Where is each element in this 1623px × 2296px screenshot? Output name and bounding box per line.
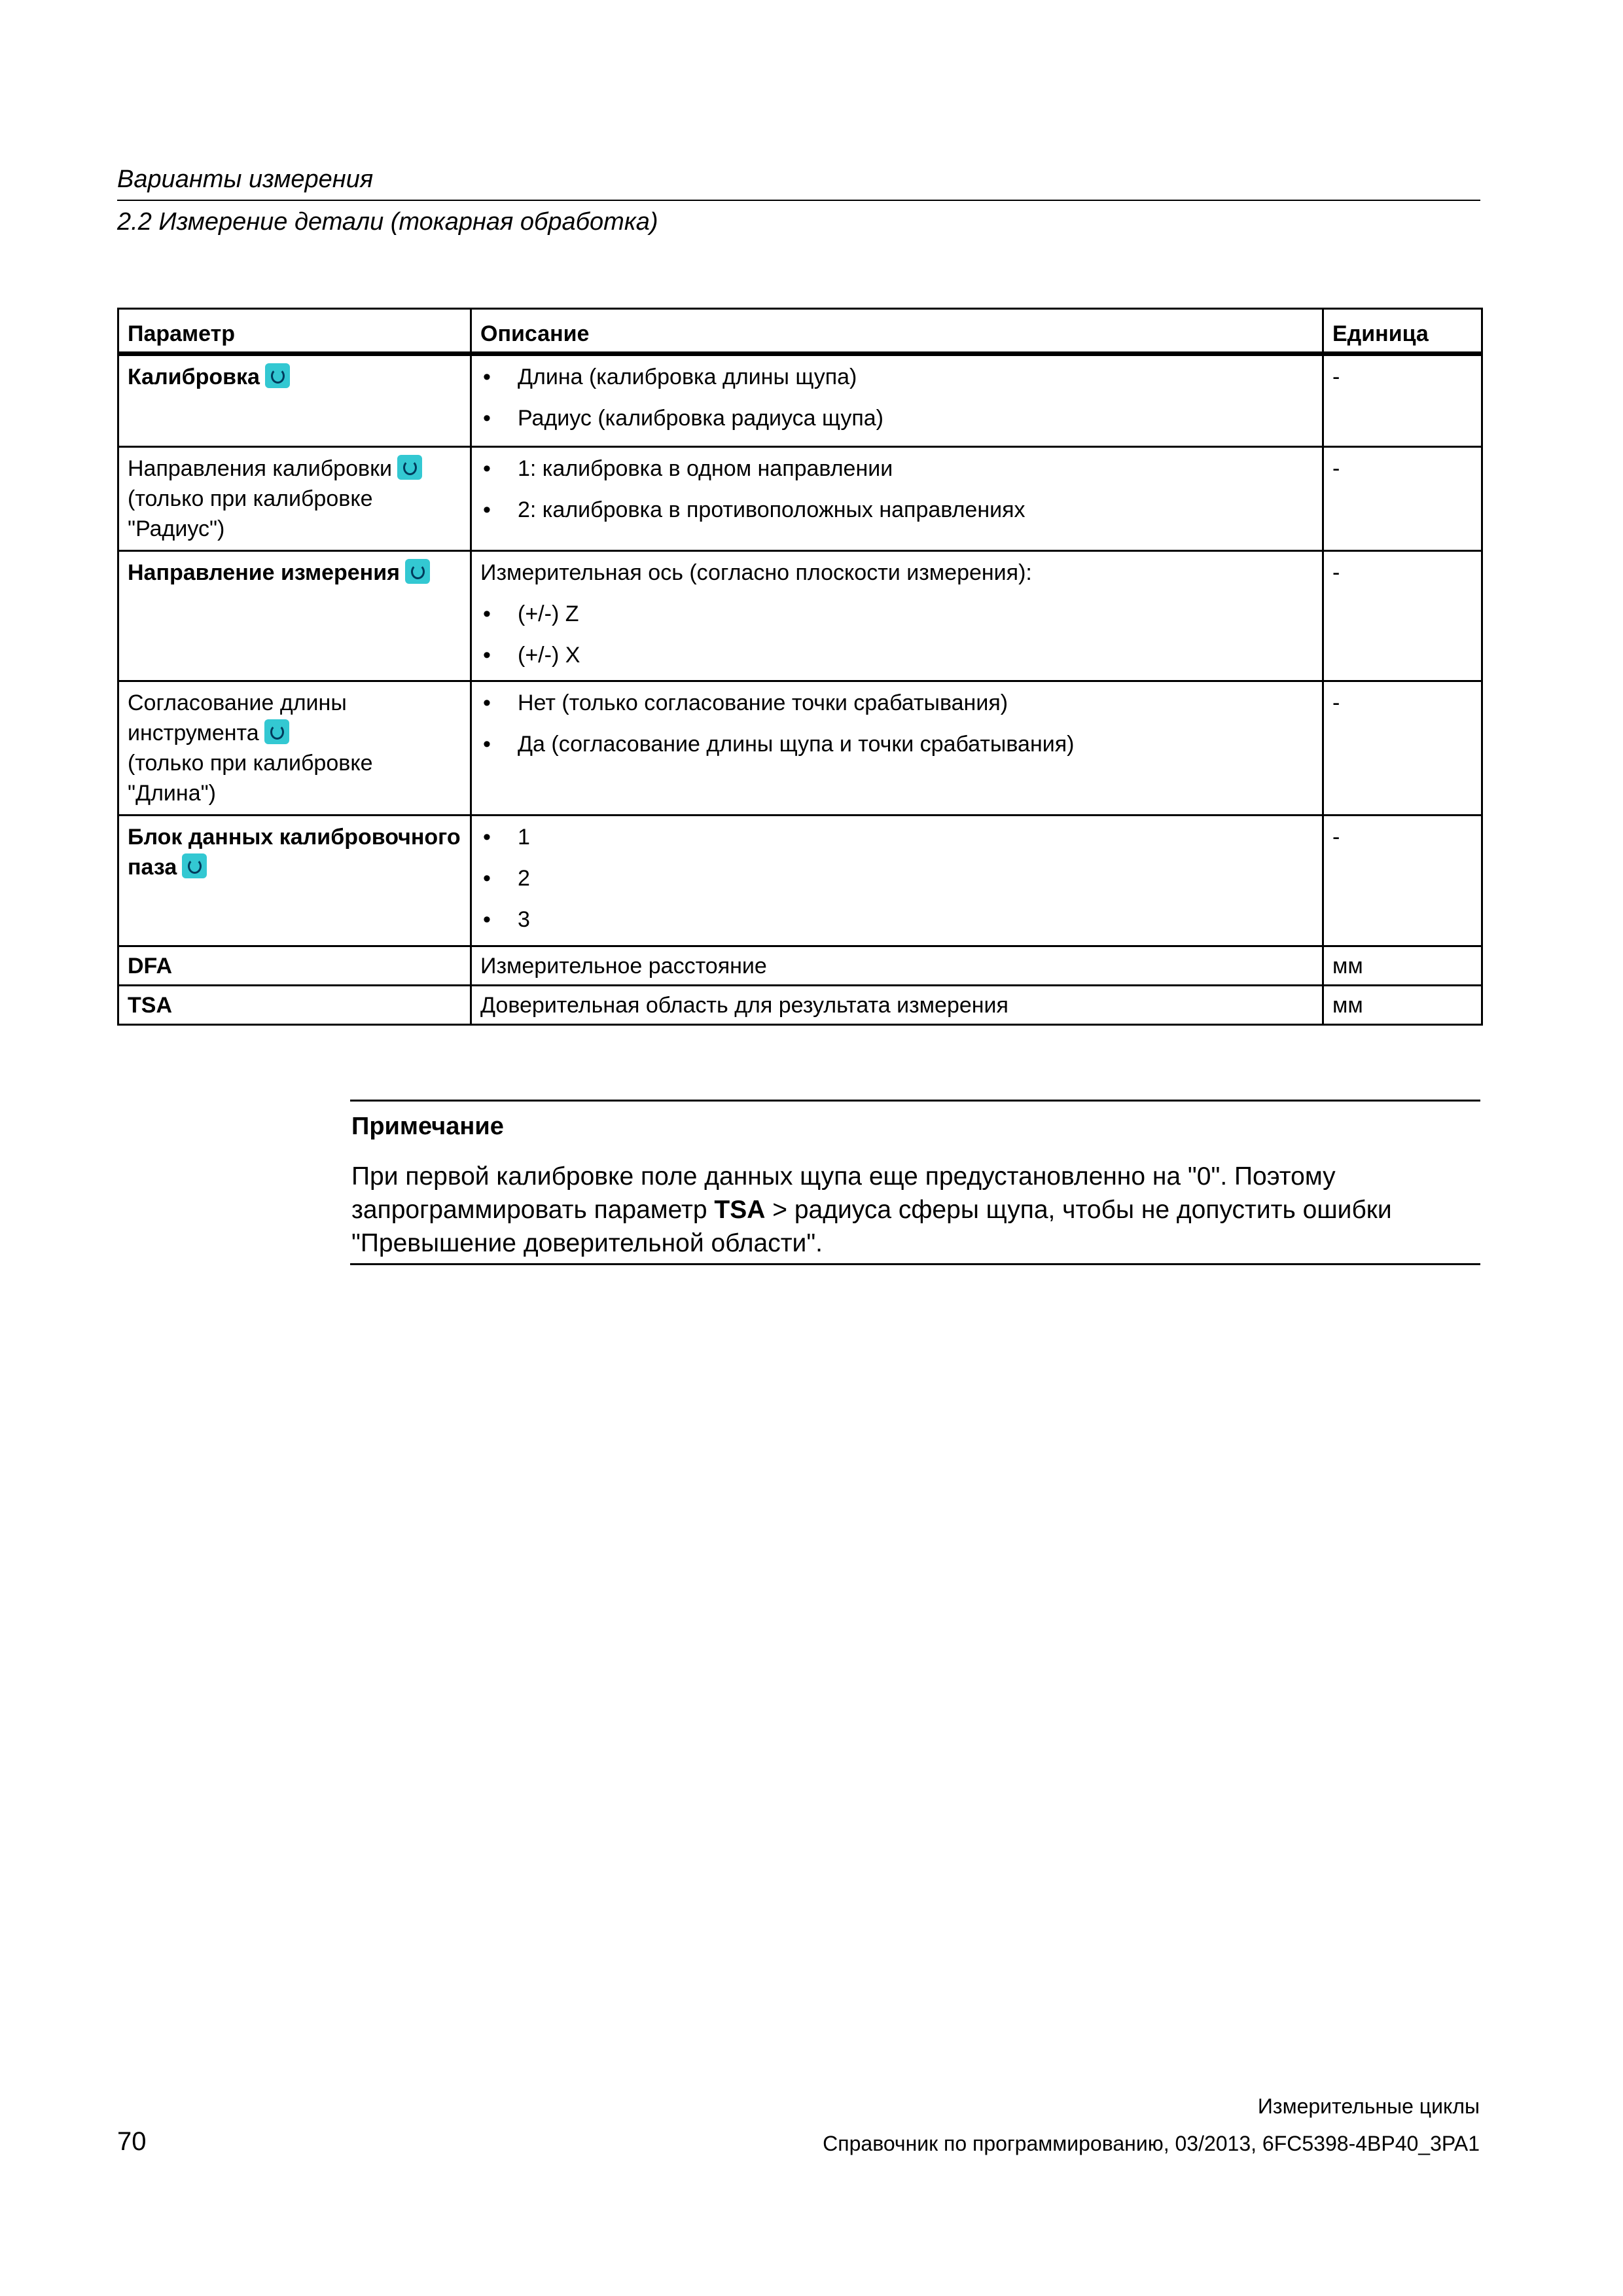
description-text: Измерительное расстояние — [480, 954, 767, 978]
list-item: • 2: калибровка в противоположных направлениях — [480, 495, 1314, 525]
note-text-bold: TSA — [714, 1196, 766, 1224]
note-text-part: > радиуса сферы щупа, чтобы не допустить ошибки "Превышение доверительной области". — [351, 1196, 1392, 1257]
param-cell — [118, 447, 471, 551]
param-cell — [118, 986, 471, 1025]
table-row — [118, 816, 1482, 946]
table-row — [118, 681, 1482, 816]
description-cell — [471, 354, 1323, 447]
list-item: • 1 — [480, 822, 1314, 852]
note-title: Примечание — [351, 1113, 504, 1140]
param-name: Калибровка — [128, 365, 260, 389]
unit-cell — [1323, 551, 1482, 681]
param-note: (только при калибровке "Радиус") — [128, 486, 373, 541]
description-cell — [471, 447, 1323, 551]
table-row — [118, 946, 1482, 986]
unit-value: - — [1332, 365, 1340, 389]
option-list — [480, 822, 1314, 935]
toggle-icon[interactable] — [405, 559, 430, 584]
list-item: • (+/-) Z — [480, 599, 1314, 629]
parameter-table — [117, 308, 1483, 1026]
unit-cell — [1323, 681, 1482, 816]
note-rule-bottom — [350, 1263, 1480, 1265]
description-cell — [471, 551, 1323, 681]
param-cell — [118, 354, 471, 447]
param-name: Направления калибровки — [128, 456, 392, 481]
param-cell — [118, 946, 471, 986]
unit-value: мм — [1332, 993, 1363, 1018]
table-header-row — [118, 309, 1482, 354]
toggle-icon[interactable] — [397, 455, 422, 480]
footer-book-info: Справочник по программированию, 03/2013, 6FC5398-4BP40_3PA1 — [823, 2132, 1480, 2155]
description-cell — [471, 816, 1323, 946]
toggle-icon[interactable] — [264, 719, 289, 744]
column-header-unit: Единица — [1323, 309, 1482, 354]
param-name: Согласование длины инструмента — [128, 691, 347, 745]
note-text-part: При первой калибровке поле данных щупа еще предустановленно на "0". Поэтому запрограммировать параметр — [351, 1162, 1336, 1224]
list-item: • Длина (калибровка длины щупа) — [480, 362, 1314, 392]
table-row — [118, 986, 1482, 1025]
footer-page-number: 70 — [117, 2127, 147, 2156]
note-text — [351, 1160, 1484, 1260]
unit-cell — [1323, 986, 1482, 1025]
description-cell — [471, 681, 1323, 816]
unit-cell — [1323, 816, 1482, 946]
unit-value: - — [1332, 691, 1340, 715]
table-row — [118, 551, 1482, 681]
unit-value: - — [1332, 560, 1340, 585]
unit-cell — [1323, 946, 1482, 986]
param-note: (только при калибровке "Длина") — [128, 751, 373, 806]
unit-cell — [1323, 354, 1482, 447]
column-header-description: Описание — [471, 309, 1323, 354]
description-cell — [471, 946, 1323, 986]
unit-cell — [1323, 447, 1482, 551]
param-cell — [118, 681, 471, 816]
note-rule-top — [350, 1100, 1480, 1102]
option-list — [480, 688, 1314, 759]
description-cell — [471, 986, 1323, 1025]
option-list — [480, 454, 1314, 525]
param-name: Направление измерения — [128, 560, 400, 585]
toggle-icon[interactable] — [182, 853, 207, 878]
list-item: • 2 — [480, 863, 1314, 893]
option-list — [480, 362, 1314, 433]
list-item: • 1: калибровка в одном направлении — [480, 454, 1314, 484]
option-list — [480, 599, 1314, 670]
list-item: • 3 — [480, 905, 1314, 935]
toggle-icon[interactable] — [265, 363, 290, 388]
param-name: Блок данных калибровочного паза — [128, 825, 461, 880]
section-title: 2.2 Измерение детали (токарная обработка) — [117, 208, 658, 236]
param-name: TSA — [128, 993, 172, 1018]
list-item: • Да (согласование длины щупа и точки срабатывания) — [480, 729, 1314, 759]
list-item: • Радиус (калибровка радиуса щупа) — [480, 403, 1314, 433]
footer-book-title: Измерительные циклы — [1257, 2094, 1480, 2118]
unit-value: - — [1332, 825, 1340, 850]
column-header-parameter: Параметр — [118, 309, 471, 354]
unit-value: - — [1332, 456, 1340, 481]
chapter-title: Варианты измерения — [117, 166, 374, 193]
description-text: Измерительная ось (согласно плоскости измерения): — [480, 560, 1032, 585]
header-rule — [117, 200, 1480, 201]
param-cell — [118, 816, 471, 946]
unit-value: мм — [1332, 954, 1363, 978]
list-item: • Нет (только согласование точки срабатывания) — [480, 688, 1314, 718]
list-item: • (+/-) X — [480, 640, 1314, 670]
param-cell — [118, 551, 471, 681]
description-text: Доверительная область для результата измерения — [480, 993, 1008, 1018]
table-row — [118, 447, 1482, 551]
param-name: DFA — [128, 954, 172, 978]
table-row — [118, 354, 1482, 447]
